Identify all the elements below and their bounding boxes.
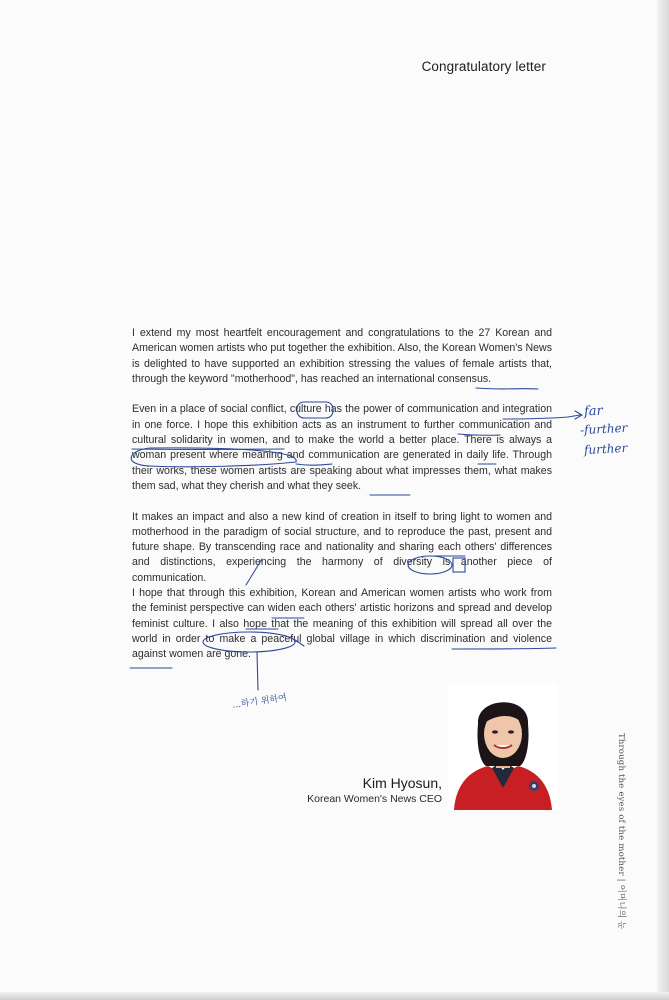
paragraph-3: It makes an impact and also a new kind of creation in itself to bring light to women and motherhood in the paradigm of social structure, and to reproduce the past, present and future shape. By transcending race and nationality and sharing each others' differences and distinctions, experiencing the harmony of diversity is another piece of communication. (132, 510, 552, 584)
paragraph-2: Even in a place of social conflict, culture has the power of communication and integration in one force. I hope this exhibition acts as an instrument to further communication and cultural solidarity in women, and to make the world a better place. There is always a woman present where meaning and communication are generated in daily life. Through their works, these women artists are speaking about what impresses them, what makes them sad, what they cherish and what they seek. (132, 403, 552, 492)
side-caption-text: Through the eyes of the mother | 어머니의 눈 (616, 733, 626, 930)
paragraph-4: I hope that through this exhibition, Korean and American women artists who work from the feminist perspective can widen each others' artistic horizons and spread and develop feminist culture. I also hope that the meaning of this exhibition will spread all over the world in order to make a peaceful global village in which discrimination and violence against women are gone. (132, 587, 552, 661)
margin-note-far: far (583, 403, 604, 420)
paragraph-1: I extend my most heartfelt encouragement and congratulations to the 27 Korean and American women artists who put together the exhibition. Also, the Korean Women's News is delighted to have supported an exhibition stressing the values of female artists that, through the keyword "motherhood", has reached an international consensus. (132, 327, 552, 385)
handwritten-korean-note: ...하기 위하여 (231, 693, 288, 711)
page-title: Congratulatory letter (421, 59, 546, 74)
page-bottom-shadow (0, 992, 669, 1000)
portrait-photo (448, 684, 558, 810)
margin-note-further-2: further (583, 440, 628, 458)
signature-block (290, 775, 442, 805)
letter-body (132, 326, 552, 663)
side-caption (614, 733, 634, 930)
margin-note-further-1: -further (579, 420, 628, 438)
page-edge-shadow (657, 0, 669, 1000)
signatory-name: Kim Hyosun, (362, 775, 442, 791)
signatory-role: Korean Women's News CEO (307, 793, 442, 805)
